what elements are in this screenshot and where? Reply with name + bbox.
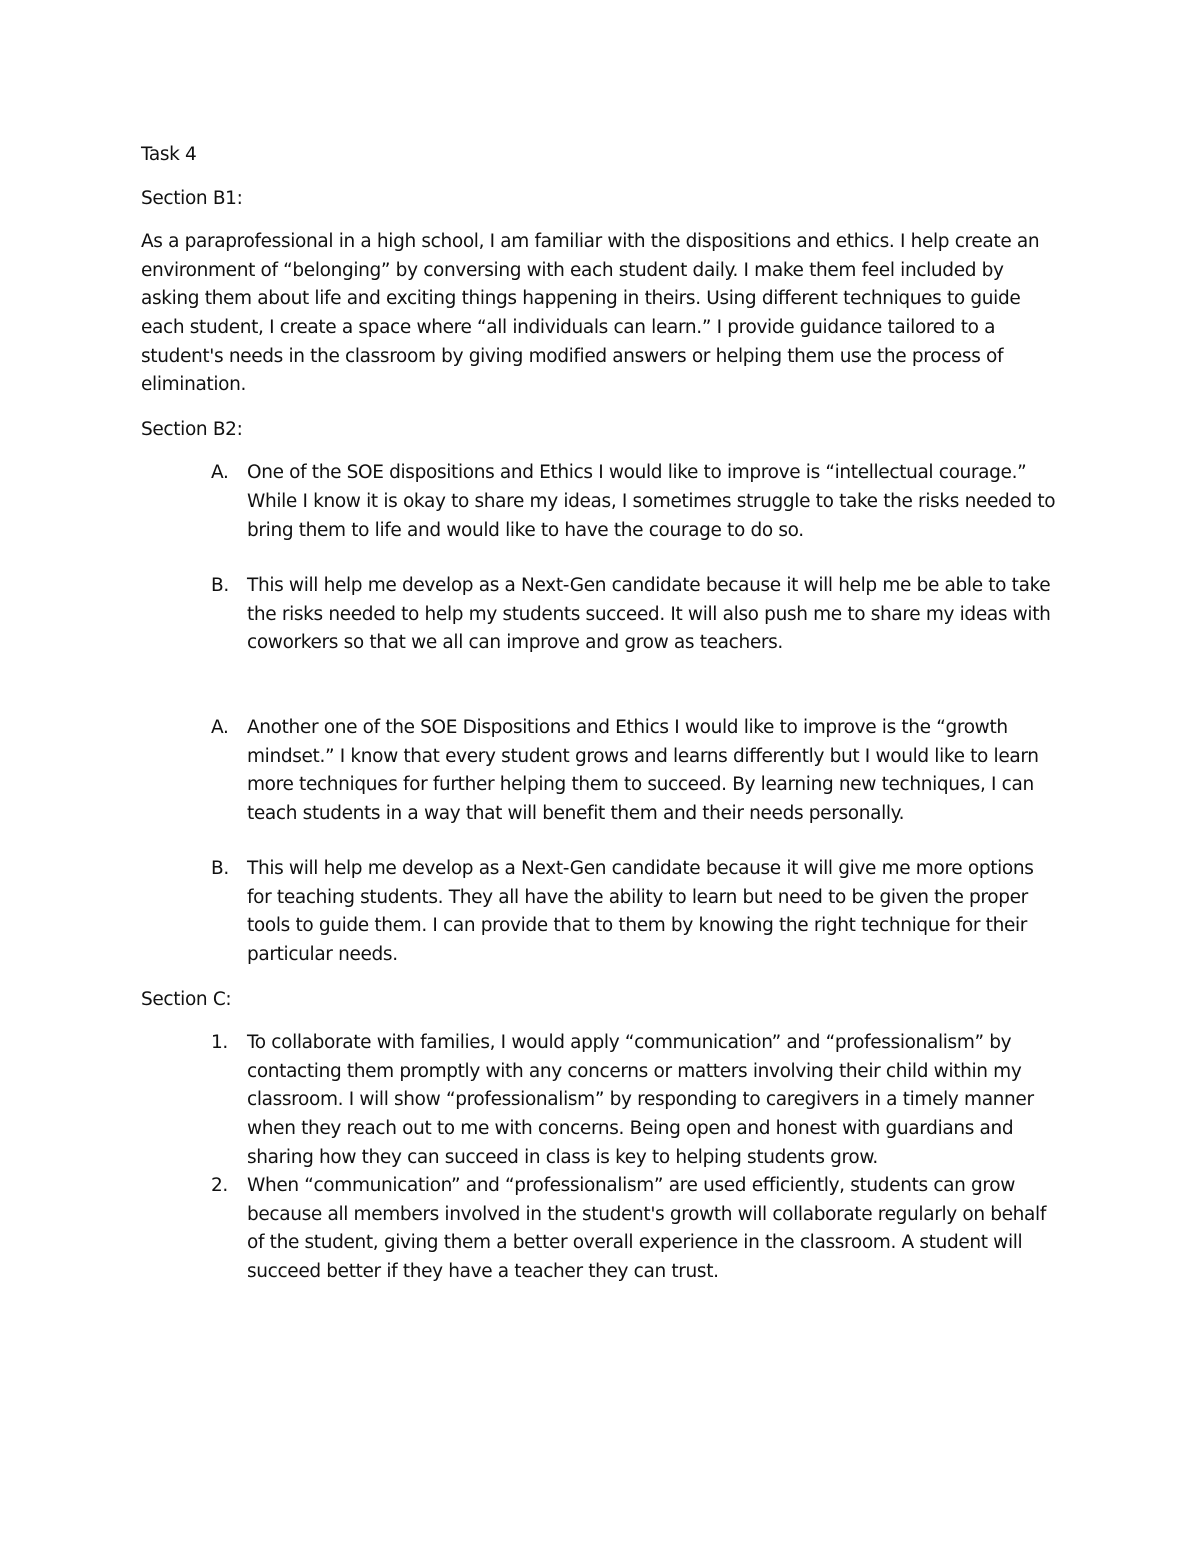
- list-item: [141, 855, 1061, 969]
- section-b2-list: [141, 459, 1061, 969]
- list-item-text: Another one of the SOE Dispositions and Ethics I would like to improve is the “growth mindset.” I know that every student grows and learns differently but I would like to learn more techniques for further helping them to succeed. By learning new techniques, I can teach students in a way that will benefit them and their needs personally.: [247, 716, 1039, 824]
- list-item-text: To collaborate with families, I would apply “communication” and “professionalism” by contacting them promptly with any concerns or matters involving their child within my classroom. I will show “professionalism” by responding to caregivers in a timely manner when they reach out to me with concerns. Being open and honest with guardians and sharing how they can succeed in class is key to helping students grow.: [247, 1032, 1034, 1168]
- list-item-text: This will help me develop as a Next-Gen candidate because it will give me more options for teaching students. They all have the ability to learn but need to be given the proper tools to guide them. I can provide that to them by knowing the right technique for their particular needs.: [247, 858, 1034, 966]
- list-item-text: When “communication” and “professionalism” are used efficiently, students can grow because all members involved in the student's growth will collaborate regularly on behalf of the student, giving them a better overall experience in the classroom. A student will succeed better if they have a teacher they can trust.: [247, 1175, 1046, 1282]
- document-title: Task 4: [141, 144, 197, 165]
- list-item-text: This will help me develop as a Next-Gen candidate because it will help me be able to take the risks needed to help my students succeed. It will also push me to share my ideas with coworkers so that we all can improve and grow as teachers.: [247, 575, 1051, 654]
- list-marker: 1.: [211, 1032, 228, 1054]
- list-marker: A.: [211, 462, 229, 484]
- list-item: [141, 572, 1061, 658]
- list-item: [141, 714, 1061, 828]
- section-b1-paragraph: As a paraprofessional in a high school, I am familiar with the dispositions and ethics. I help create an environment of “belonging” by conversing with each student daily. I make them feel included by asking them about life and exciting things happening in theirs. Using different techniques to guide each student, I create a space where “all individuals can learn.” I provide guidance tailored to a student's needs in the classroom by giving modified answers or helping them use the process of elimination.: [141, 231, 1040, 396]
- section-c-list: [141, 1029, 1061, 1286]
- list-item-text: One of the SOE dispositions and Ethics I would like to improve is “intellectual courage.” While I know it is okay to share my ideas, I sometimes struggle to take the risks needed to bring them to life and would like to have the courage to do so.: [247, 462, 1056, 541]
- list-marker: B.: [211, 858, 229, 880]
- section-b2-heading: Section B2:: [141, 418, 243, 440]
- document-body: [141, 141, 1061, 1287]
- list-marker: A.: [211, 716, 229, 738]
- list-item: [141, 459, 1061, 545]
- section-b1-heading: Section B1:: [141, 187, 243, 209]
- list-item: [141, 1172, 1061, 1286]
- list-marker: 2.: [211, 1175, 228, 1197]
- list-item: [141, 1029, 1061, 1172]
- section-c-heading: Section C:: [141, 988, 232, 1010]
- list-marker: B.: [211, 575, 229, 597]
